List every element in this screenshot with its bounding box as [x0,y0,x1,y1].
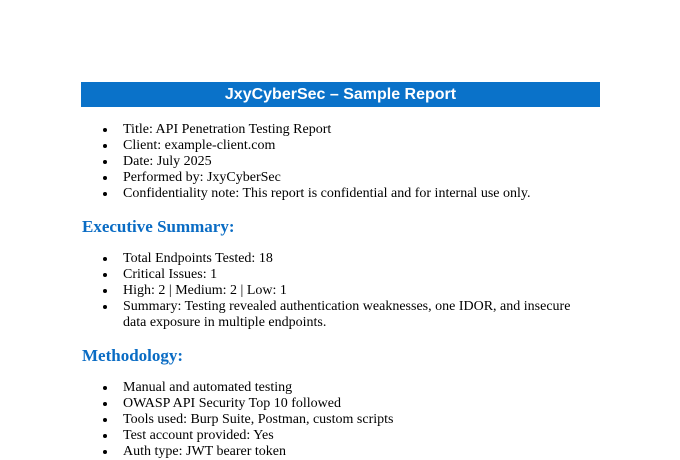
list-item: Tools used: Burp Suite, Postman, custom scripts [0,412,593,428]
list-item: Test account provided: Yes [0,428,593,444]
list-item: Auth type: JWT bearer token [0,444,593,460]
methodology-heading: Methodology: [82,346,184,365]
list-item: Total Endpoints Tested: 18 [0,251,593,267]
meta-performed-by: Performed by: JxyCyberSec [0,170,593,186]
list-item: Critical Issues: 1 [0,267,593,283]
list-item: Manual and automated testing [0,380,593,396]
methodology-list [0,380,593,460]
report-title-banner: JxyCyberSec – Sample Report [81,82,600,107]
list-item: OWASP API Security Top 10 followed [0,396,593,412]
meta-confidentiality: Confidentiality note: This report is confidential and for internal use only. [0,186,593,202]
meta-client: Client: example-client.com [0,138,593,154]
report-meta-list [0,122,593,202]
executive-summary-list [0,251,593,331]
executive-summary-heading: Executive Summary: [82,217,235,236]
meta-title: Title: API Penetration Testing Report [0,122,593,138]
list-item: Summary: Testing revealed authentication weaknesses, one IDOR, and insecure data exposure in multiple endpoints. [0,299,593,331]
meta-date: Date: July 2025 [0,154,593,170]
list-item: High: 2 | Medium: 2 | Low: 1 [0,283,593,299]
